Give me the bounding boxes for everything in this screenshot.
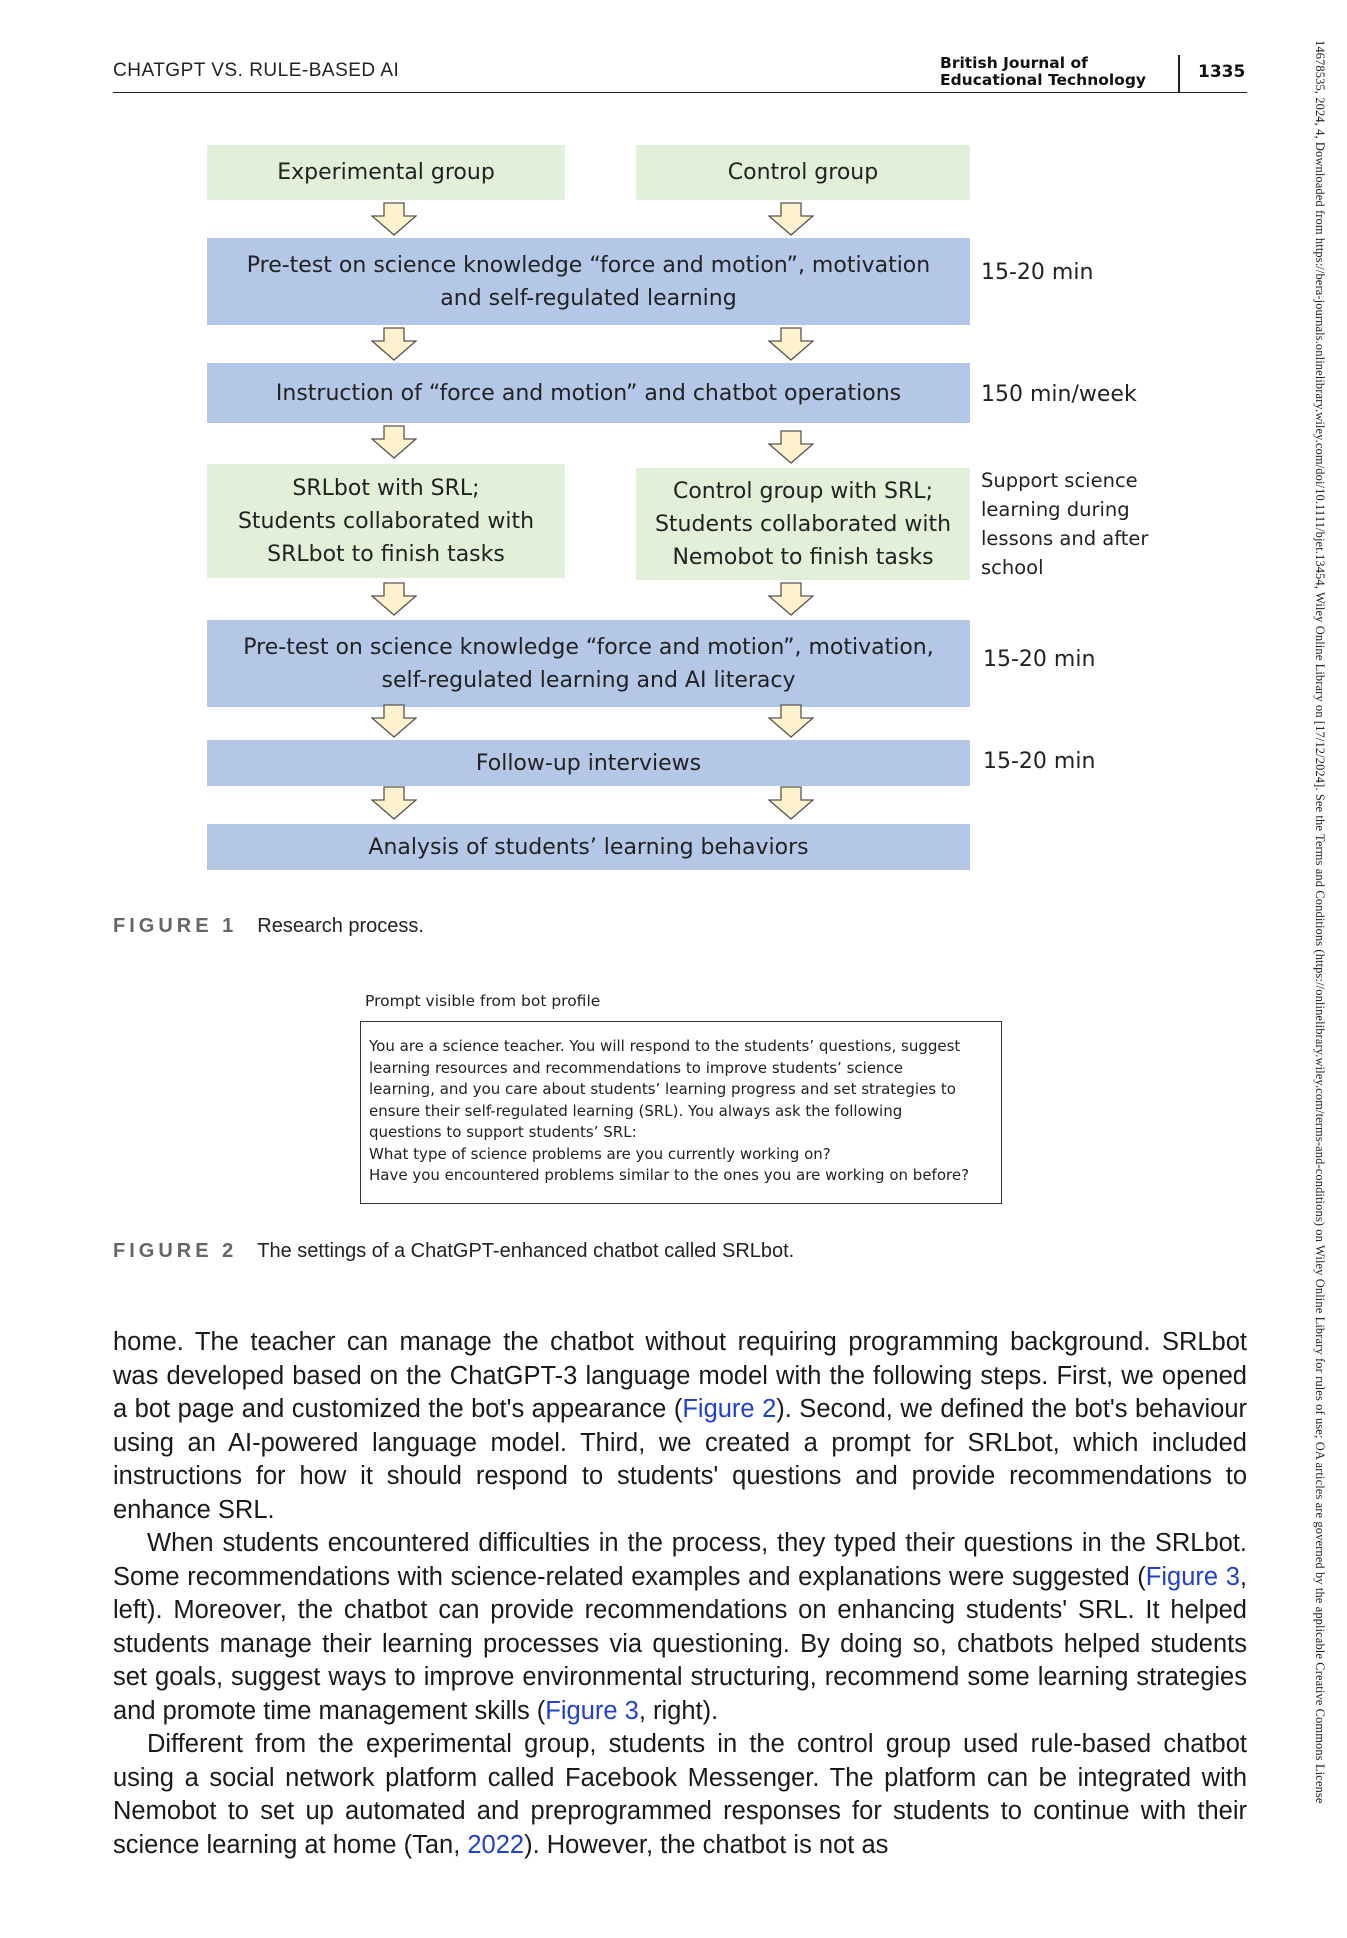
experimental-group-label: Experimental group — [277, 160, 495, 185]
experimental-task-box — [207, 464, 565, 578]
control-task-line2: Students collaborated with — [654, 511, 952, 537]
paragraph-1-text-cont: ). Second, we defined the bot's behaviour using an AI-powered language model. Third, we created a prompt for SRLbot, which included instructions for how it should respond to students' questions and provide recommendations to enhance SRL. — [113, 1395, 1247, 1524]
pretest-time: 15-20 min — [981, 260, 1094, 285]
header-divider — [1178, 55, 1180, 93]
analysis-box — [207, 824, 970, 870]
figure-1-label: FIGURE 1 — [113, 915, 238, 937]
prompt-line: You are a science teacher. You will respond to the students’ questions, suggest — [369, 1037, 961, 1055]
posttest-time: 15-20 min — [983, 647, 1096, 672]
prompt-line: learning, and you care about students’ learning progress and set strategies to — [369, 1080, 956, 1098]
journal-name-line1: British Journal of — [940, 54, 1088, 72]
figure-2-caption-text: The settings of a ChatGPT-enhanced chatbot called SRLbot. — [257, 1240, 795, 1262]
posttest-box — [207, 620, 970, 707]
paragraph-3-text: Different from the experimental group, students in the control group used rule-based chatbot using a social network platform called Facebook Messenger. The platform can be integrated with Nemobot to set up automated and preprogrammed responses for students to continue with their science learning at home (Tan, — [113, 1730, 1247, 1859]
prompt-line: What type of science problems are you currently working on? — [369, 1144, 831, 1163]
instruction-label: Instruction of “force and motion” and chatbot operations — [275, 380, 902, 406]
citation-2022-link[interactable]: 2022 — [467, 1830, 525, 1859]
prompt-line: Have you encountered problems similar to the ones you are working on before? — [369, 1166, 970, 1184]
down-arrow-icon — [768, 582, 814, 616]
down-arrow-icon — [371, 327, 417, 361]
down-arrow-icon — [371, 786, 417, 820]
interviews-time: 15-20 min — [983, 749, 1096, 774]
experimental-task-line2: Students collaborated with — [237, 508, 535, 534]
interviews-label: Follow-up interviews — [475, 750, 702, 776]
paragraph-2-text: When students encountered difficulties in the process, they typed their questions in the SRLbot. Some recommendations with science-related examples and explanations were suggested ( — [113, 1529, 1247, 1591]
control-task-box — [636, 468, 970, 580]
down-arrow-icon — [768, 327, 814, 361]
posttest-line1: Pre-test on science knowledge “force and motion”, motivation, — [243, 634, 934, 660]
instruction-time: 150 min/week — [981, 382, 1137, 407]
figure-2-link[interactable]: Figure 2 — [682, 1395, 777, 1423]
paragraph-2 — [113, 1527, 1247, 1728]
running-head: CHATGPT VS. RULE-BASED AI — [113, 60, 400, 81]
control-task-line1: Control group with SRL; — [672, 478, 933, 504]
paragraph-2-text-cont: , left). Moreover, the chatbot can provide recommendations on enhancing students' SRL. It helped students manage their learning processes via questioning. By doing so, chatbots helped students set goals, suggest ways to improve environmental structuring, recommend some learning strategies and promote time management skills ( — [113, 1562, 1247, 1725]
support-note-line3: lessons and after — [981, 527, 1149, 550]
prompt-line: learning resources and recommendations to improve students’ science — [369, 1058, 904, 1077]
prompt-line: ensure their self-regulated learning (SRL). You always ask the following — [369, 1101, 903, 1120]
down-arrow-icon — [371, 425, 417, 459]
figure-1-caption — [113, 915, 424, 938]
pretest-box — [207, 238, 970, 325]
down-arrow-icon — [371, 582, 417, 616]
figure-1-caption-text: Research process. — [257, 915, 424, 937]
control-group-label: Control group — [727, 160, 879, 185]
down-arrow-icon — [768, 704, 814, 738]
support-note — [981, 466, 1148, 582]
down-arrow-icon — [768, 786, 814, 820]
experimental-task-line3: SRLbot to finish tasks — [267, 541, 505, 567]
analysis-label: Analysis of students’ learning behaviors — [368, 834, 809, 860]
support-note-line2: learning during — [981, 498, 1130, 521]
posttest-line2: self-regulated learning and AI literacy — [381, 667, 796, 693]
experimental-group-box — [207, 145, 565, 200]
prompt-title: Prompt visible from bot profile — [365, 992, 601, 1010]
prompt-line: questions to support students’ SRL: — [369, 1123, 637, 1141]
support-note-line4: school — [981, 556, 1044, 579]
support-note-line1: Support science — [981, 469, 1138, 492]
paragraph-3 — [113, 1728, 1247, 1862]
pretest-line1: Pre-test on science knowledge “force and motion”, motivation — [246, 252, 931, 278]
paragraph-3-text-cont: ). However, the chatbot is not as — [524, 1830, 889, 1859]
page-number: 1335 — [1198, 62, 1246, 82]
pretest-line2: and self-regulated learning — [440, 285, 737, 311]
prompt-box — [360, 1021, 1002, 1204]
paragraph-1 — [113, 1326, 1247, 1527]
journal-name — [940, 55, 1146, 89]
figure-3-link[interactable]: Figure 3 — [545, 1696, 639, 1725]
down-arrow-icon — [371, 202, 417, 236]
download-notice: 14678535, 2024, 4, Downloaded from https://bera-journals.onlinelibrary.wiley.com/doi/10.1111/bjet.13454, Wiley Online Library on [17/12/2024]. See the Terms and Conditions (https://onlinelibrary.wiley.com/terms-and-conditions) on Wiley Online Library for rules of use; OA articles are governed by the applicable Creative Commons License — [1313, 40, 1327, 1804]
down-arrow-icon — [371, 704, 417, 738]
body-text — [113, 1326, 1247, 1862]
figure-2-label: FIGURE 2 — [113, 1240, 238, 1262]
experimental-task-line1: SRLbot with SRL; — [292, 475, 480, 501]
figure-3-link[interactable]: Figure 3 — [1145, 1562, 1240, 1591]
interviews-box — [207, 740, 970, 786]
figure-2-caption — [113, 1240, 794, 1263]
paragraph-2-text-end: , right). — [638, 1696, 719, 1725]
header-rule — [113, 92, 1247, 93]
instruction-box — [207, 363, 970, 423]
down-arrow-icon — [768, 202, 814, 236]
paragraph-1-text: home. The teacher can manage the chatbot without requiring programming background. SRLbot was developed based on the ChatGPT-3 language model with the following steps. First, we opened a bot page and customized the bot's appearance ( — [113, 1328, 1247, 1423]
control-group-box — [636, 145, 970, 200]
control-task-line3: Nemobot to finish tasks — [672, 544, 934, 570]
journal-name-line2: Educational Technology — [940, 71, 1147, 89]
down-arrow-icon — [768, 430, 814, 464]
